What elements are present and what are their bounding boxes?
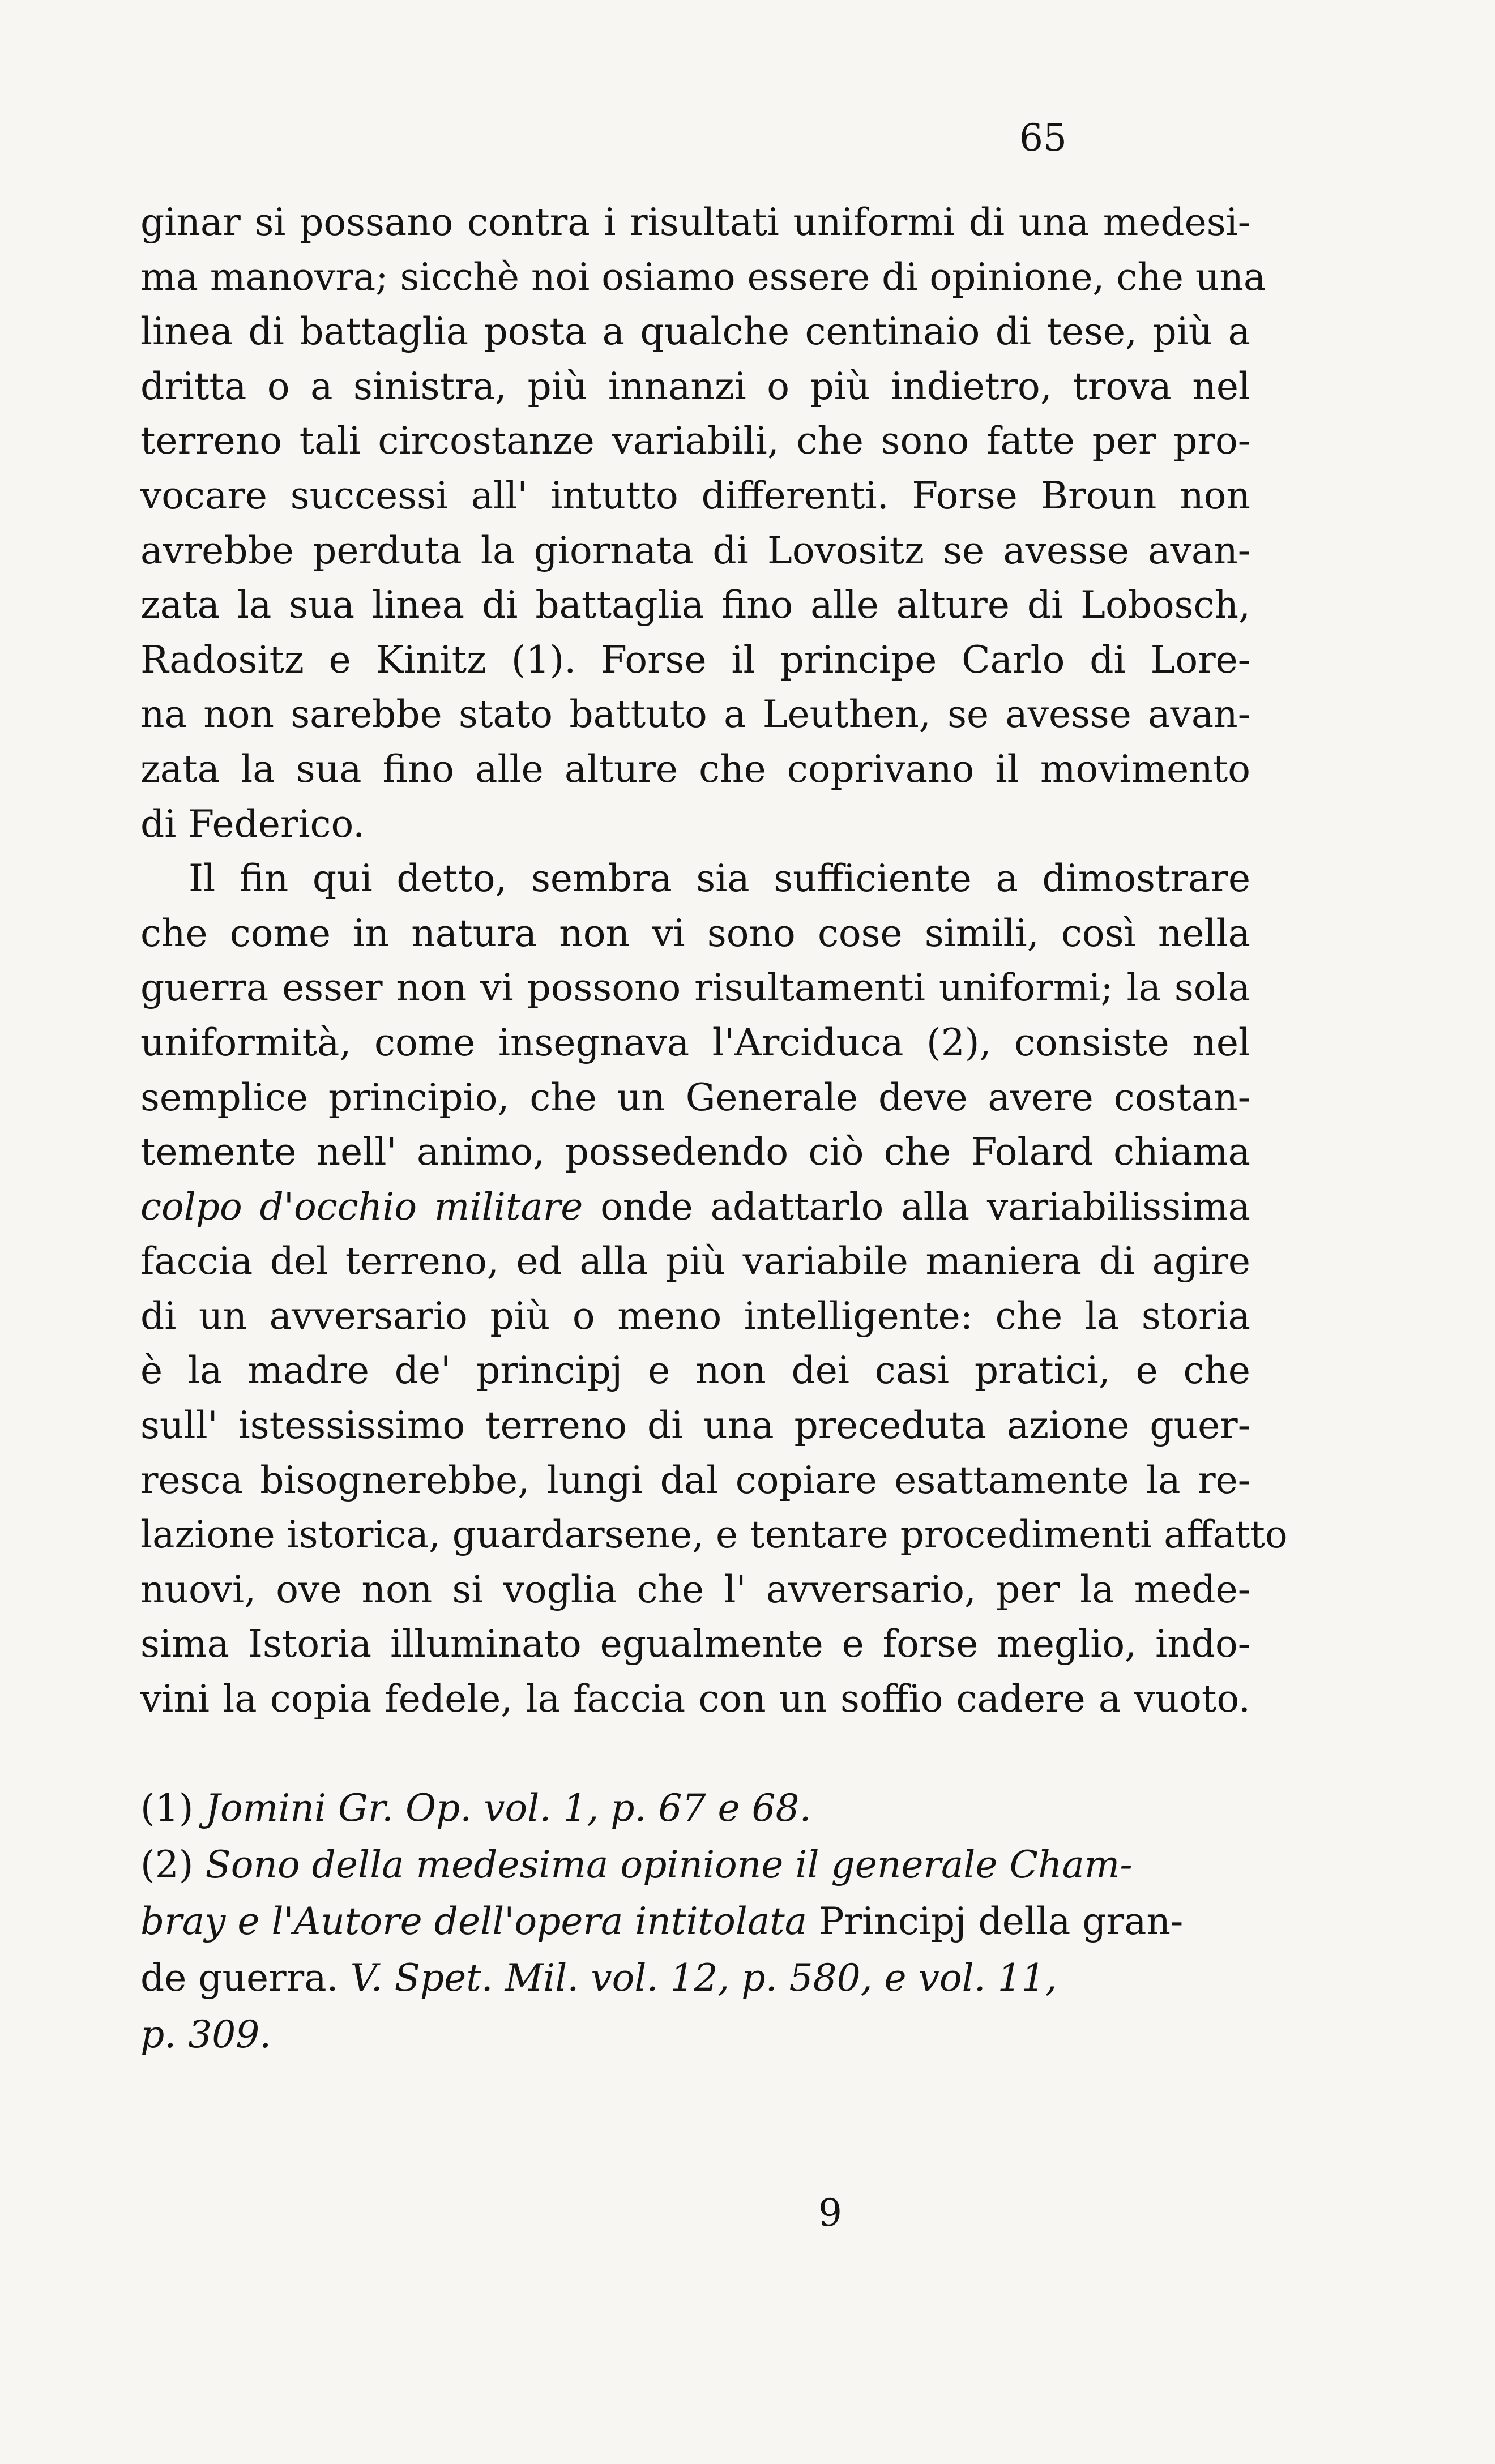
footnote-2-line3-italic: V. Spet. Mil. vol. 12, p. 580, e vol. 11, xyxy=(350,1956,1057,2000)
text-line: Il fin qui detto, sembra sia sufficiente a dimostrare xyxy=(189,857,1250,901)
text-line: linea di battaglia posta a qualche centinaio di tese, più a xyxy=(140,310,1250,354)
body-text xyxy=(140,195,1288,2064)
text-line-with-italic xyxy=(140,1180,1250,1235)
footnote-1-marker: (1) xyxy=(140,1786,194,1830)
text-line: temente nell' animo, possedendo ciò che Folard chiama xyxy=(140,1130,1250,1174)
text-line: dritta o a sinistra, più innanzi o più indietro, trova nel xyxy=(140,364,1250,408)
text-line: zata la sua linea di battaglia fino alle alture di Lobosch, xyxy=(140,583,1250,627)
text-line: vini la copia fedele, la faccia con un soffio cadere a vuoto. xyxy=(140,1677,1250,1721)
text-line: Radositz e Kinitz (1). Forse il principe Carlo di Lore- xyxy=(140,638,1250,682)
text-span: onde adattarlo alla variabilissima xyxy=(583,1184,1250,1229)
footnote-2 xyxy=(140,1838,1250,1894)
text-line: di un avversario più o meno intelligente: che la storia xyxy=(140,1294,1250,1338)
text-line: na non sarebbe stato battuto a Leuthen, se avesse avan- xyxy=(140,692,1250,737)
footnote-2-continued: p. 309. xyxy=(140,2012,272,2056)
footnote-2-line1: Sono della medesima opinione il generale Cham- xyxy=(205,1842,1133,1886)
text-line: nuovi, ove non si voglia che l' avversario, per la mede- xyxy=(140,1567,1250,1611)
footnote-2-marker: (2) xyxy=(140,1842,194,1886)
text-line: zata la sua fino alle alture che coprivano il movimento xyxy=(140,747,1250,791)
text-line: di Federico. xyxy=(140,802,365,846)
footnote-2-line3-roman: de guerra. xyxy=(140,1956,351,2000)
italic-phrase: colpo d'occhio militare xyxy=(140,1184,583,1229)
text-line: lazione istorica, guardarsene, e tentare procedimenti affatto xyxy=(140,1513,1288,1557)
signature-mark: 9 xyxy=(818,2191,842,2235)
footnote-1-text: Jomini Gr. Op. vol. 1, p. 67 e 68. xyxy=(205,1786,811,1830)
text-line: ginar si possano contra i risultati uniformi di una medesi- xyxy=(140,200,1250,244)
text-line: guerra esser non vi possono risultamenti uniformi; la sola xyxy=(140,966,1250,1010)
footnote-2-continued xyxy=(140,1894,1250,1951)
page-number: 65 xyxy=(1019,116,1067,160)
footnote-1 xyxy=(140,1781,1250,1838)
text-line: è la madre de' principj e non dei casi pratici, e che xyxy=(140,1349,1250,1393)
text-line: ma manovra; sicchè noi osiamo essere di opinione, che una xyxy=(140,255,1266,299)
footnote-2-line2-italic: bray e l'Autore dell'opera intitolata xyxy=(140,1899,808,1943)
text-line: avrebbe perduta la giornata di Lovositz se avesse avan- xyxy=(140,528,1250,572)
text-line: resca bisognerebbe, lungi dal copiare esattamente la re- xyxy=(140,1458,1250,1502)
text-line: sima Istoria illuminato egualmente e forse meglio, indo- xyxy=(140,1622,1250,1666)
text-line: semplice principio, che un Generale deve avere costan- xyxy=(140,1075,1250,1119)
footnote-2-continued xyxy=(140,1951,1250,2008)
text-line: terreno tali circostanze variabili, che sono fatte per pro- xyxy=(140,419,1250,463)
text-line: faccia del terreno, ed alla più variabile maniera di agire xyxy=(140,1239,1250,1284)
text-line: vocare successi all' intutto differenti. Forse Broun non xyxy=(140,473,1250,517)
text-line: sull' istessissimo terreno di una preceduta azione guer- xyxy=(140,1404,1250,1448)
footnote-separator xyxy=(140,1727,1250,1781)
text-line: uniformità, come insegnava l'Arciduca (2), consiste nel xyxy=(140,1020,1250,1064)
text-line: che come in natura non vi sono cose simili, così nella xyxy=(140,911,1250,955)
footnote-2-line2-roman: Principj della gran- xyxy=(807,1899,1184,1943)
